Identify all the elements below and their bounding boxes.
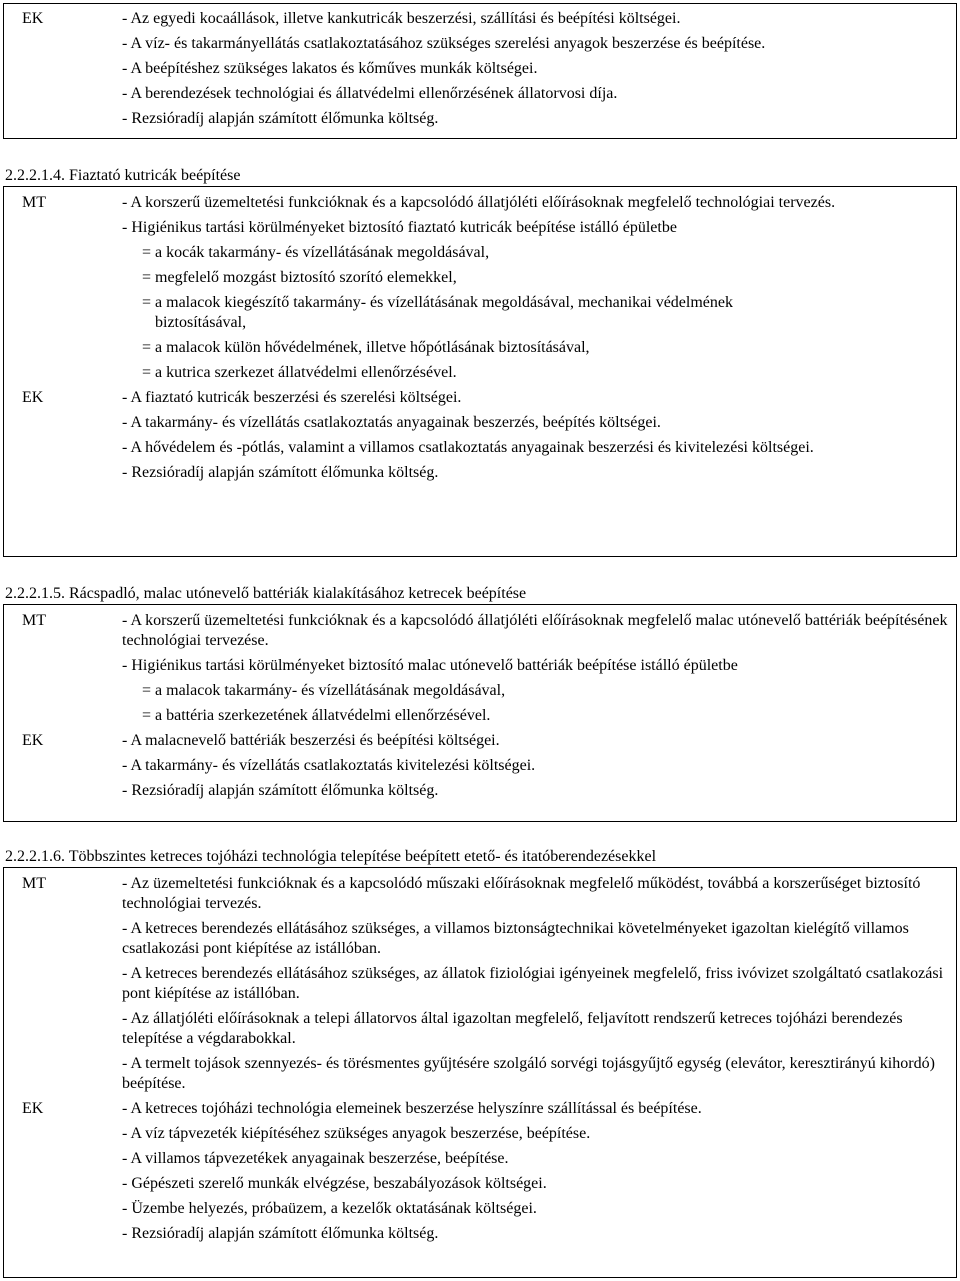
mt-label: MT	[22, 612, 46, 629]
section-heading-3: 2.2.2.1.6. Többszintes ketreces tojóházi technológia telepítése beépített etető- és itatóberendezésekkel	[5, 848, 657, 865]
mt-items	[122, 193, 956, 383]
mt-subitem: = a battéria szerkezetének állatvédelmi ellenőrzésével.	[142, 707, 491, 724]
ek-item: - A malacnevelő battériák beszerzési és beépítési költségei.	[122, 732, 500, 749]
ek-row	[4, 388, 956, 483]
ek-item: - A fiaztató kutricák beszerzési és szerelési költségei.	[122, 389, 462, 406]
mt-row	[4, 874, 956, 1094]
mt-subitem: = a malacok takarmány- és vízellátásának megoldásával,	[142, 682, 506, 699]
mt-items	[122, 611, 956, 726]
ek-items	[122, 388, 956, 483]
block-section-1	[3, 186, 957, 557]
ek-item: - A beépítéshez szükséges lakatos és kőműves munkák költségei.	[122, 60, 538, 77]
mt-row	[4, 193, 956, 383]
ek-label: EK	[22, 1100, 44, 1117]
ek-item: - A ketreces tojóházi technológia elemeinek beszerzése helyszínre szállítással és beépítése.	[122, 1100, 702, 1117]
mt-subitem: = a kutrica szerkezet állatvédelmi ellenőrzésével.	[142, 364, 457, 381]
mt-subitem: = a malacok külön hővédelmének, illetve hőpótlásának biztosításával,	[142, 339, 590, 356]
section-heading-2: 2.2.2.1.5. Rácspadló, malac utónevelő battériák kialakításához ketrecek beépítése	[5, 585, 527, 602]
block-section-3	[3, 867, 957, 1278]
section-heading-1: 2.2.2.1.4. Fiaztató kutricák beépítése	[5, 167, 241, 184]
ek-item: - Üzembe helyezés, próbaüzem, a kezelők oktatásának költségei.	[122, 1200, 537, 1217]
block-ek-top	[3, 3, 957, 139]
ek-items	[122, 9, 956, 129]
mt-items	[122, 874, 956, 1094]
ek-item: - Gépészeti szerelő munkák elvégzése, beszabályozások költségei.	[122, 1175, 547, 1192]
ek-item: - Rezsióradíj alapján számított élőmunka költség.	[122, 1225, 439, 1242]
mt-item: - Higiénikus tartási körülményeket biztosító malac utónevelő battériák beépítése istálló épületbe	[122, 657, 738, 674]
mt-item: - Az állatjóléti előírásoknak a telepi állatorvos által igazoltan megfelelő, feljavított rendszerű ketreces tojóházi berendezés telepítése a végdarabokkal.	[122, 1010, 903, 1047]
ek-item: - A takarmány- és vízellátás csatlakoztatás anyagainak beszerzés, beépítés költségei.	[122, 414, 661, 431]
ek-items	[122, 1099, 956, 1244]
block-section-2	[3, 604, 957, 822]
ek-item: - Rezsióradíj alapján számított élőmunka költség.	[122, 782, 439, 799]
ek-item: - Az egyedi kocaállások, illetve kankutricák beszerzési, szállítási és beépítési költségei.	[122, 10, 681, 27]
ek-row	[4, 9, 956, 129]
mt-label: MT	[22, 194, 46, 211]
ek-item: - A víz- és takarmányellátás csatlakoztatásához szükséges szerelési anyagok beszerzése és beépítése.	[122, 35, 766, 52]
ek-row	[4, 731, 956, 801]
ek-label: EK	[22, 732, 44, 749]
mt-subitem-continued: biztosításával,	[155, 314, 247, 331]
ek-item: - A berendezések technológiai és állatvédelmi ellenőrzésének állatorvosi díja.	[122, 85, 618, 102]
ek-label: EK	[22, 389, 44, 406]
mt-item: - A ketreces berendezés ellátásához szükséges, a villamos biztonságtechnikai követelményeket igazoltan kielégítő villamos csatlakozási pont kiépítése az istállóban.	[122, 920, 909, 957]
ek-item: - A hővédelem és -pótlás, valamint a villamos csatlakoztatás anyagainak beszerzési és kivitelezési költségei.	[122, 439, 814, 456]
ek-item: - Rezsióradíj alapján számított élőmunka költség.	[122, 464, 439, 481]
mt-item: - A korszerű üzemeltetési funkcióknak és a kapcsolódó állatjóléti előírásoknak megfelelő malac utónevelő battériák beépítésének technológiai tervezése.	[122, 612, 948, 649]
mt-item: - Higiénikus tartási körülményeket biztosító fiaztató kutricák beépítése istálló épületbe	[122, 219, 677, 236]
mt-item: - Az üzemeltetési funkcióknak és a kapcsolódó műszaki előírásoknak megfelelő működést, továbbá a korszerűséget biztosító technológiai tervezés.	[122, 875, 921, 912]
mt-row	[4, 611, 956, 726]
ek-item: - A víz tápvezeték kiépítéséhez szükséges anyagok beszerzése, beépítése.	[122, 1125, 591, 1142]
mt-item: - A termelt tojások szennyezés- és törésmentes gyűjtésére szolgáló sorvégi tojásgyűjtő egység (elevátor, keresztirányú kihordó) beépítése.	[122, 1055, 935, 1092]
mt-subitem: = megfelelő mozgást biztosító szorító elemekkel,	[142, 269, 457, 286]
ek-label: EK	[22, 10, 44, 27]
mt-subitem: = a kocák takarmány- és vízellátásának megoldásával,	[142, 244, 490, 261]
ek-row	[4, 1099, 956, 1244]
ek-item: - A villamos tápvezetékek anyagainak beszerzése, beépítése.	[122, 1150, 509, 1167]
mt-label: MT	[22, 875, 46, 892]
ek-item: - A takarmány- és vízellátás csatlakoztatás kivitelezési költségei.	[122, 757, 536, 774]
mt-item: - A korszerű üzemeltetési funkcióknak és a kapcsolódó állatjóléti előírásoknak megfelelő technológiai tervezés.	[122, 194, 836, 211]
mt-item: - A ketreces berendezés ellátásához szükséges, az állatok fiziológiai igényeinek megfelelő, friss ivóvizet szolgáltató csatlakozási pont kiépítése az istállóban.	[122, 965, 944, 1002]
ek-items	[122, 731, 956, 801]
ek-item: - Rezsióradíj alapján számított élőmunka költség.	[122, 110, 439, 127]
mt-subitem: = a malacok kiegészítő takarmány- és vízellátásának megoldásával, mechanikai védelmének	[142, 294, 733, 311]
